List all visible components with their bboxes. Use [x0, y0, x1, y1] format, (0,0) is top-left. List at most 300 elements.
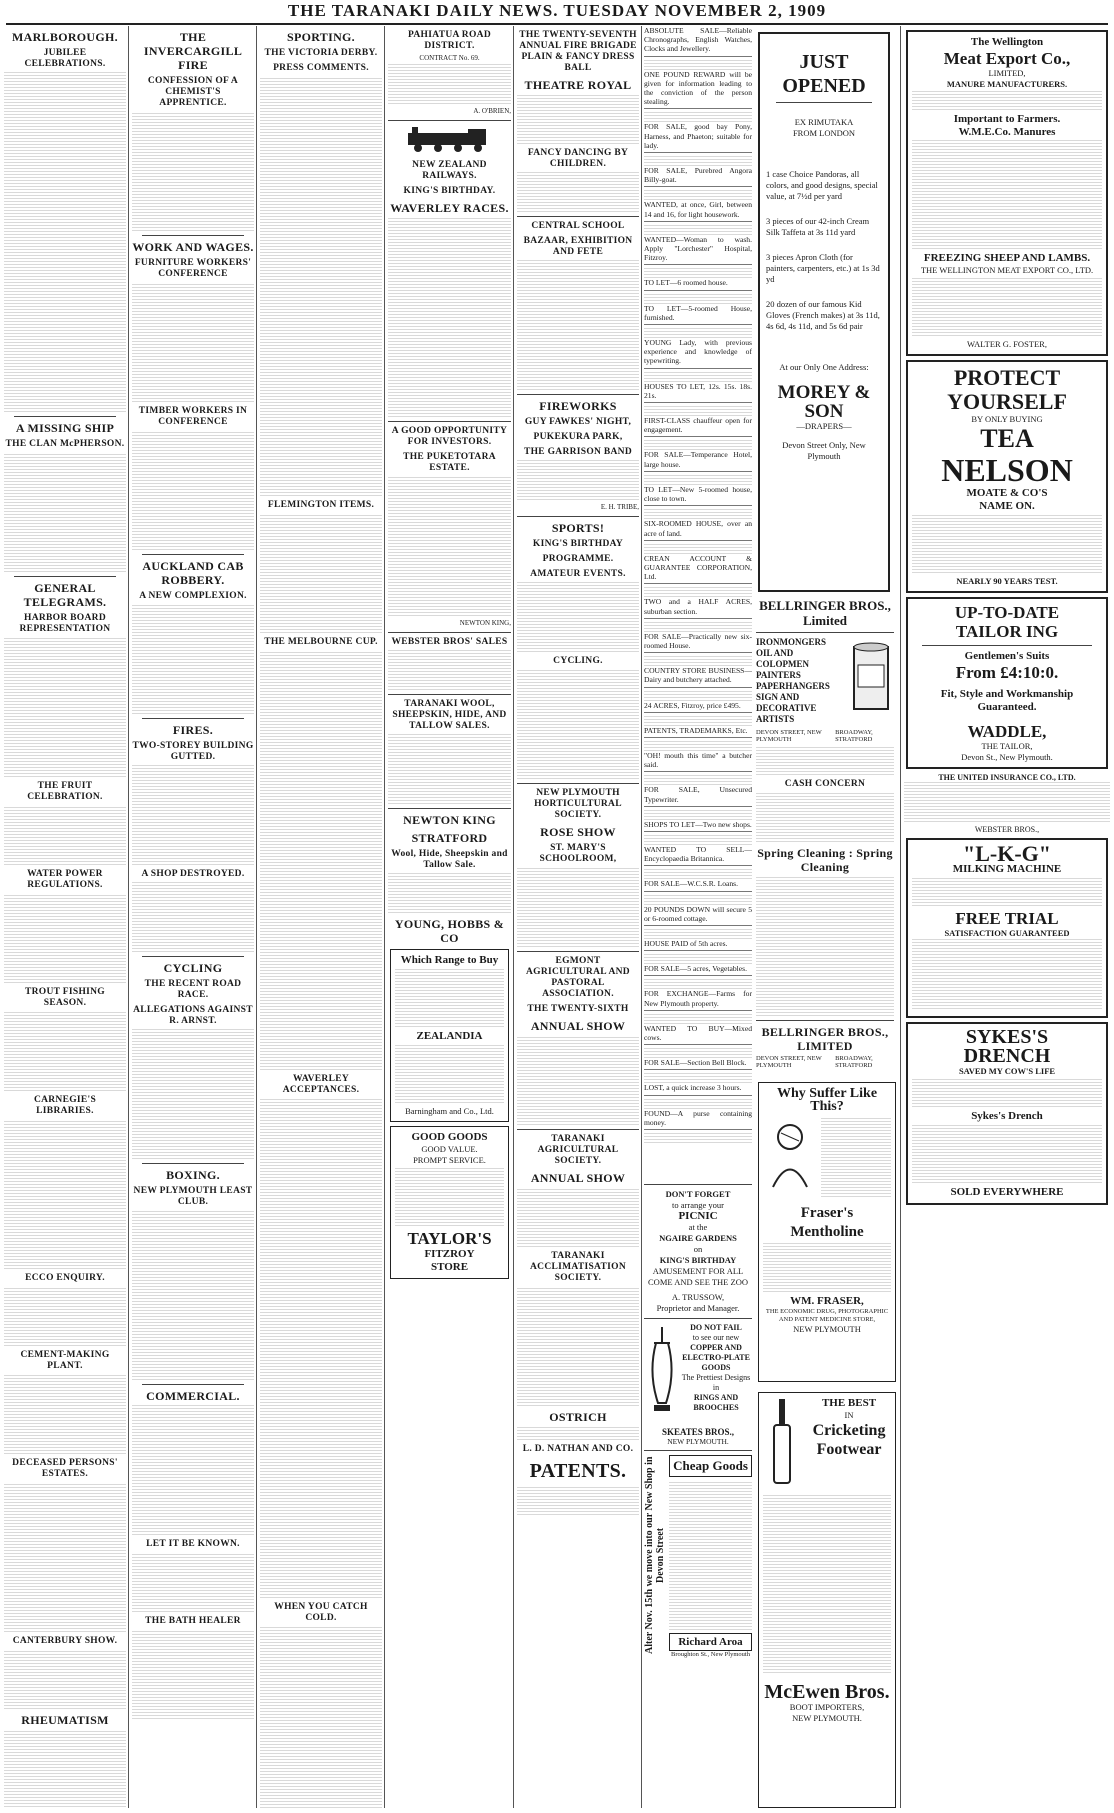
ad-heading: STORE: [430, 1260, 469, 1273]
ad-line: to arrange your: [672, 1200, 724, 1210]
ad-title: Why Suffer Like This?: [776, 1086, 878, 1114]
column-8: [904, 26, 1110, 1808]
article-body: [4, 1649, 126, 1709]
ad-body: [517, 460, 639, 500]
classified-filler: [644, 544, 752, 554]
classified-filler: [644, 691, 752, 701]
ad-body: [517, 1485, 639, 1515]
ad-subheading: AMATEUR EVENTS.: [530, 569, 626, 580]
ad-body: [388, 476, 511, 616]
classified-filler: [644, 1048, 752, 1058]
ad-body: [395, 967, 504, 1027]
divider: [388, 632, 511, 633]
ad-subheading: THE WELLINGTON MEAT EXPORT CO., LTD.: [920, 265, 1094, 275]
ad-subheading: SAVED MY COW'S LIFE: [958, 1066, 1056, 1077]
article-body: [132, 1029, 254, 1159]
ad-heading: TAILOR ING: [955, 622, 1059, 641]
divider: [142, 1163, 244, 1164]
headline: MARLBOROUGH.: [12, 30, 118, 44]
subheadline: FURNITURE WORKERS' CONFERENCE: [134, 258, 252, 279]
sykes-drench-ad: [906, 1022, 1108, 1205]
classified-ad: WANTED, at once, Girl, between 14 and 16, for light housework.: [644, 200, 752, 221]
ad-heading: PAHIATUA ROAD DISTRICT.: [408, 30, 491, 51]
ad-body: [912, 1077, 1102, 1107]
ad-heading: SPORTS!: [551, 521, 605, 536]
meat-export-ad: [906, 30, 1108, 356]
classified-filler: [644, 60, 752, 70]
classified-ad: FOUND—A purse containing money.: [644, 1109, 752, 1130]
ad-address: BROADWAY, STRATFORD: [835, 1055, 873, 1068]
classified-filler: [644, 954, 752, 964]
classified-ad: FIRST-CLASS chauffeur open for engagement.: [644, 416, 752, 437]
morey-and-son-ad: [758, 32, 890, 592]
headline: BOXING.: [166, 1168, 220, 1182]
article-body: [260, 1098, 382, 1598]
ad-line: PAINTERS: [756, 670, 801, 680]
subheadline: THE VICTORIA DERBY.: [264, 48, 378, 58]
article-body: [4, 1482, 126, 1632]
divider: [644, 1318, 752, 1319]
ad-line: A. TRUSSOW,: [671, 1292, 725, 1302]
ad-body: [388, 873, 511, 913]
ad-subheading: FROM LONDON: [792, 128, 856, 138]
ad-title: BELLRINGER BROS., LIMITED: [761, 1025, 889, 1053]
range-ad: [390, 949, 509, 1122]
classified-ad: WANTED—Woman to wash. Apply "Lorchester" Hospital, Fitzroy.: [644, 235, 752, 266]
article-body: [4, 637, 126, 777]
divider: [517, 1129, 639, 1130]
ad-heading: THE TWENTY-SEVENTH ANNUAL FIRE BRIGADE PLAIN & FANCY DRESS BALL: [519, 30, 637, 73]
article-body: [4, 1374, 126, 1454]
article-body: [4, 893, 126, 983]
ad-body: [517, 172, 639, 212]
classified-ad: FOR SALE—Temperance Hotel, large house.: [644, 450, 752, 471]
column-5: [517, 26, 639, 1808]
ad-body: [388, 734, 511, 804]
article-body: [4, 452, 126, 572]
ad-subheading: THE TWENTY-SIXTH: [527, 1004, 629, 1015]
ad-body: [517, 669, 639, 779]
ad-address: DEVON STREET, NEW PLYMOUTH: [756, 729, 822, 743]
ad-address: BROADWAY, STRATFORD: [835, 729, 873, 743]
ad-heading: THE BEST: [821, 1397, 877, 1409]
divider: [922, 645, 1092, 646]
article-body: [4, 1286, 126, 1346]
classified-filler: [644, 716, 752, 726]
article-body: [132, 882, 254, 952]
ad-signature: NEWTON KING,: [459, 618, 511, 627]
ad-subheading: LIMITED,: [988, 68, 1026, 78]
column-6-lower-ads: [644, 1180, 752, 1808]
classified-filler: [644, 775, 752, 785]
classified-ad: COUNTRY STORE BUSINESS—Dairy and butchery attached.: [644, 666, 752, 687]
divider: [644, 1184, 752, 1185]
ad-body: [517, 582, 639, 652]
ad-line: ARTISTS: [756, 714, 795, 724]
ad-line: IRONMONGERS: [756, 637, 827, 647]
ad-body: [517, 1035, 639, 1125]
subheadline: TWO-STOREY BUILDING GUTTED.: [132, 741, 254, 762]
subheadline: CANTERBURY SHOW.: [12, 1636, 118, 1646]
ad-subheading: PROMPT SERVICE.: [413, 1154, 486, 1165]
ad-subheading: EX RIMUTAKA: [794, 117, 854, 127]
masthead-rule: [6, 23, 1108, 25]
ad-heading: FREE TRIAL: [955, 909, 1059, 929]
divider: [142, 554, 244, 555]
divider: [14, 576, 116, 577]
divider: [517, 783, 639, 784]
column-2: [132, 26, 254, 1808]
classified-ad: ONE POUND REWARD will be given for information leading to the conviction of the person stealing.: [644, 70, 752, 110]
ad-heading: WAVERLEY RACES.: [390, 200, 509, 215]
classified-ad: FOR SALE—Section Bell Block.: [644, 1058, 752, 1070]
headline: THE INVERCARGILL FIRE: [143, 30, 243, 72]
headline: FIRES.: [172, 723, 214, 737]
ad-heading: W.M.E.Co. Manures: [958, 126, 1056, 138]
ad-heading: Spring Cleaning : Spring Cleaning: [757, 846, 893, 874]
ad-heading: ZEALANDIA: [416, 1029, 483, 1042]
divider: [142, 956, 244, 957]
ad-subheading: GOOD VALUE.: [421, 1143, 478, 1154]
classified-ad: FOR SALE—5 acres, Vegetables.: [644, 964, 752, 976]
ad-heading: PROTECT: [953, 365, 1061, 390]
ad-heading: IN: [844, 1410, 854, 1420]
divider: [644, 1450, 752, 1451]
classified-ad: FOR SALE, Unsecured Typewriter.: [644, 785, 752, 806]
subheadline: THE MELBOURNE CUP.: [264, 637, 378, 647]
ad-title: MOREY & SON: [777, 382, 871, 422]
ad-heading: TARANAKI WOOL, SHEEPSKIN, HIDE, AND TALLOW SALES.: [392, 698, 507, 731]
ad-subheading: SATISFACTION GUARANTEED: [944, 928, 1070, 939]
ad-subheading: MANURE MANUFACTURERS.: [946, 79, 1068, 89]
nelson-tea-ad: [906, 360, 1108, 593]
ad-subheading: CYCLING.: [553, 656, 603, 667]
ad-item: 1 case Choice Pandoras, all colors, and good designs, special value, at 7½d per yard: [766, 169, 878, 201]
ad-heading: YOUNG, HOBBS & CO: [394, 916, 505, 945]
article-body: [132, 604, 254, 714]
article-body: [132, 765, 254, 865]
ad-name: SKEATES BROS.,: [661, 1427, 735, 1437]
subheadline: ECCO ENQUIRY.: [25, 1273, 105, 1283]
ad-heading: FITZROY: [424, 1247, 475, 1260]
ad-line: DON'T FORGET: [665, 1189, 731, 1199]
article-body: [132, 430, 254, 550]
divider: [14, 416, 116, 417]
ad-heading: NEW ZEALAND RAILWAYS.: [412, 159, 487, 181]
ad-line: PAPERHANGERS: [756, 681, 830, 691]
classified-ad: TO LET—6 roomed house.: [644, 278, 752, 290]
headline: CYCLING: [163, 961, 223, 975]
divider: [388, 694, 511, 695]
ad-heading: Important to Farmers.: [953, 113, 1061, 125]
classified-filler: [644, 741, 752, 751]
ad-heading: STRATFORD: [411, 830, 488, 845]
ad-heading: SOLD EVERYWHERE: [950, 1186, 1064, 1199]
ad-signature: A. O'BRIEN,: [473, 107, 511, 116]
divider: [756, 1020, 894, 1021]
ad-subheading: Devon St., New Plymouth.: [961, 752, 1053, 762]
ad-heading: ANNUAL SHOW: [530, 1019, 626, 1034]
ad-heading: Cricketing: [812, 1422, 886, 1439]
ad-heading: Footwear: [816, 1441, 882, 1458]
ad-heading: NEWTON KING: [403, 812, 496, 827]
subheadline: THE BATH HEALER: [145, 1616, 241, 1626]
newspaper-masthead: THE TARANAKI DAILY NEWS. TUESDAY NOVEMBER 2, 1909: [287, 1, 827, 20]
ad-body: [912, 90, 1102, 110]
subheadline: LET IT BE KNOWN.: [146, 1539, 240, 1549]
headline: WORK AND WAGES.: [132, 240, 254, 254]
classified-ad: "OH! mouth this time" a butcher said.: [644, 751, 752, 772]
suffering-man-illustration: [763, 1117, 817, 1197]
vase-icon: [644, 1323, 680, 1423]
ad-body: [517, 1187, 639, 1247]
divider: [756, 632, 894, 633]
mcewen-cricket-footwear-ad: [758, 1392, 896, 1808]
ad-body: [395, 1166, 504, 1226]
ad-subheading: BY ONLY BUYING: [971, 414, 1043, 424]
classified-filler: [644, 1073, 752, 1083]
subheadline: A SHOP DESTROYED.: [141, 869, 245, 879]
subheadline: NEW PLYMOUTH LEAST CLUB.: [133, 1186, 253, 1207]
divider: [388, 120, 511, 121]
column-divider: [384, 26, 385, 1808]
classified-ad: FOR SALE, good bay Pony, Harness, and Phaeton; suitable for lady.: [644, 122, 752, 153]
classified-filler: [644, 1014, 752, 1024]
divider: [517, 951, 639, 952]
classified-ad: FOR EXCHANGE—Farms for New Plymouth property.: [644, 989, 752, 1010]
ad-subheading: CONTRACT No. 69.: [419, 54, 480, 62]
ad-subheading: THE ECONOMIC DRUG, PHOTOGRAPHIC AND PATENT MEDICINE STORE,: [765, 1308, 889, 1323]
paint-tin-icon: [848, 637, 894, 717]
divider: [517, 394, 639, 395]
ad-line: to see our new: [692, 1333, 740, 1342]
ad-heading: NAME ON.: [979, 500, 1035, 512]
classified-filler: [644, 372, 752, 382]
ad-title: McEwen Bros.: [764, 1681, 890, 1703]
ad-body: [388, 217, 511, 417]
classified-ad: SIX-ROOMED HOUSE, over an acre of land.: [644, 519, 752, 540]
ad-heading: NELSON: [941, 452, 1073, 488]
classified-filler: [644, 268, 752, 278]
ad-subheading: Wool, Hide, Sheepskin and Tallow Sale.: [391, 848, 508, 870]
divider: [517, 516, 639, 517]
lkg-milking-machine-ad: [906, 838, 1108, 1018]
divider: [517, 216, 639, 217]
column-divider: [256, 26, 257, 1808]
ad-heading: BAZAAR, EXHIBITION AND FETE: [523, 236, 633, 257]
classified-ad: TO LET—New 5-roomed house, close to town.: [644, 485, 752, 506]
ad-subheading: PUKEKURA PARK,: [533, 432, 623, 442]
subheadline: FLEMINGTON ITEMS.: [267, 500, 375, 510]
classified-ad: TO LET—5-roomed House, furnished.: [644, 304, 752, 325]
ad-line: AMUSEMENT FOR ALL: [652, 1266, 744, 1276]
divider: [142, 718, 244, 719]
subheadline: A NEW COMPLEXION.: [139, 591, 247, 601]
taylors-ad: [390, 1126, 509, 1279]
ad-heading: MILKING MACHINE: [952, 863, 1062, 876]
ad-item: 20 dozen of our famous Kid Gloves (French makes) at 3s 11d, 4s 6d, 4s 11d, and 5s 6d pair: [766, 299, 880, 331]
classified-filler: [644, 156, 752, 166]
ad-body: [388, 64, 511, 104]
ad-signature: Barningham and Co., Ltd.: [405, 1105, 494, 1116]
article-body: [4, 72, 126, 412]
ad-heading: ROSE SHOW: [540, 825, 616, 840]
ad-heading: TARANAKI AGRICULTURAL SOCIETY.: [537, 1134, 619, 1167]
classified-ad: LOST, a quick increase 3 hours.: [644, 1083, 752, 1095]
classified-filler: [644, 475, 752, 485]
classified-filler: [644, 869, 752, 879]
ad-heading: MOATE & CO'S: [966, 487, 1048, 499]
ad-subheading: Devon Street Only, New Plymouth: [782, 440, 866, 461]
classified-filler: [644, 810, 752, 820]
ad-subheading: NEW PLYMOUTH: [793, 1324, 861, 1334]
ad-heading: UP-TO-DATE: [954, 603, 1060, 622]
classified-filler: [644, 328, 752, 338]
subheadline: THE CLAN McPHERSON.: [5, 439, 125, 449]
ad-heading: FREEZING SHEEP AND LAMBS.: [923, 252, 1091, 264]
subheadline: ALLEGATIONS AGAINST R. ARNST.: [133, 1005, 253, 1026]
article-body: [260, 1626, 382, 1808]
article-body: [4, 1119, 126, 1269]
subheadline: WAVERLEY ACCEPTANCES.: [282, 1074, 360, 1095]
ad-line: Proprietor and Manager.: [656, 1303, 740, 1313]
ad-heading: CENTRAL SCHOOL: [531, 221, 625, 231]
classified-ad: PATENTS, TRADEMARKS, Etc.: [644, 726, 752, 738]
ad-heading: ANNUAL SHOW: [530, 1171, 626, 1186]
train-icon: [388, 125, 508, 153]
headline: COMMERCIAL.: [146, 1389, 240, 1403]
ad-heading: YOURSELF: [947, 389, 1067, 414]
subheadline: WHEN YOU CATCH COLD.: [274, 1602, 368, 1623]
ad-heading: GOOD GOODS: [411, 1130, 488, 1143]
classified-filler: [644, 294, 752, 304]
ad-line: on: [693, 1244, 703, 1254]
cricket-bat-icon: [763, 1397, 803, 1487]
ad-title: Meat Export Co.,: [943, 49, 1071, 68]
ad-heading: "L-K-G": [963, 841, 1051, 867]
waddle-tailor-ad: [906, 597, 1108, 769]
ad-body: [821, 1117, 891, 1197]
ad-title: BELLRINGER BROS., Limited: [759, 598, 891, 628]
ad-signature: E. H. TRIBE,: [600, 503, 639, 511]
classified-ad: SHOPS TO LET—Two new shops.: [644, 820, 752, 832]
subheadline: CONFESSION OF A CHEMIST'S APPRENTICE.: [147, 76, 239, 108]
ad-line: NGAIRE GARDENS: [659, 1233, 737, 1243]
ad-line: DECORATIVE: [756, 703, 817, 713]
classified-filler: [644, 225, 752, 235]
article-body: [260, 76, 382, 496]
ad-line: at the: [688, 1222, 708, 1232]
ad-subheading: FANCY DANCING BY CHILDREN.: [527, 148, 629, 169]
article-body: [132, 282, 254, 402]
ad-subheading: THE TAILOR,: [981, 741, 1033, 751]
ad-signature: WEBSTER BROS.,: [974, 825, 1040, 835]
classified-ad: WANTED TO BUY—Mixed cows.: [644, 1024, 752, 1045]
column-4: [388, 26, 511, 1808]
ad-subheading: ST. MARY'S SCHOOLROOM,: [539, 843, 617, 865]
ad-body: [517, 1426, 639, 1440]
ad-subheading: GUY FAWKES' NIGHT,: [524, 417, 632, 427]
ad-body: [763, 1493, 891, 1673]
ad-heading: TAYLOR'S: [407, 1228, 492, 1248]
headline: SPORTING.: [287, 30, 355, 44]
ad-heading: Fit, Style and Workmanship Guaranteed.: [940, 688, 1074, 713]
classified-filler: [644, 587, 752, 597]
divider: [388, 808, 511, 809]
ad-line: The Prettiest Designs in: [681, 1373, 751, 1392]
divider: [388, 421, 511, 422]
fraser-mentholine-ad: [758, 1082, 896, 1382]
article-body: [260, 513, 382, 633]
article-body: [132, 111, 254, 231]
column-divider: [513, 26, 514, 1808]
classified-ad: FOR SALE—W.C.S.R. Loans.: [644, 879, 752, 891]
ad-body: [388, 650, 511, 690]
ad-heading: THEATRE ROYAL: [524, 78, 632, 92]
classified-ad: WANTED TO SELL—Encyclopaedia Britannica.: [644, 845, 752, 866]
ad-heading: SYKES'S: [965, 1026, 1049, 1049]
ad-subheading: NEW PLYMOUTH.: [792, 1713, 862, 1723]
ad-body: [904, 782, 1110, 822]
column-divider: [641, 26, 642, 1808]
article-body: [4, 805, 126, 865]
classified-filler: [644, 406, 752, 416]
ad-name: WM. FRASER,: [790, 1295, 864, 1307]
ad-body: [912, 1123, 1102, 1183]
ad-address: DEVON STREET, NEW PLYMOUTH: [756, 1055, 822, 1068]
ad-subheading: CASH CONCERN: [784, 779, 866, 789]
subheadline: WATER POWER REGULATIONS.: [27, 869, 103, 890]
ad-subheading: BOOT IMPORTERS,: [789, 1702, 865, 1712]
ad-heading: Sykes's Drench: [971, 1110, 1043, 1123]
ad-address: Broughton St., New Plymouth: [671, 1651, 750, 1658]
classified-ad: TWO and a HALF ACRES, suburban section.: [644, 597, 752, 618]
ad-title: Fraser's Mentholine: [790, 1205, 864, 1240]
ad-line: SIGN AND: [756, 692, 800, 702]
ad-body: [763, 1242, 891, 1292]
ad-line: DO NOT FAIL: [690, 1323, 742, 1332]
classified-ad: YOUNG Lady, with previous experience and knowledge of typewriting.: [644, 338, 752, 369]
ad-subheading: NEARLY 90 YEARS TEST.: [956, 576, 1058, 586]
ad-heading: FIREWORKS: [539, 399, 617, 413]
classified-filler: [644, 190, 752, 200]
ad-name: Richard Aroa: [669, 1633, 752, 1651]
ad-line: KING'S BIRTHDAY: [659, 1255, 737, 1265]
ad-subheading: KING'S BIRTHDAY: [532, 539, 624, 550]
column-3: [260, 26, 382, 1808]
column-divider: [128, 26, 129, 1808]
ad-heading: OSTRICH: [549, 1410, 607, 1425]
article-body: [132, 1629, 254, 1719]
subheadline: JUBILEE CELEBRATIONS.: [24, 48, 106, 69]
classified-filler: [644, 895, 752, 905]
ad-heading: Gentlemen's Suits: [964, 650, 1050, 662]
bellringer-ad: [756, 598, 894, 1068]
divider: [142, 235, 244, 236]
ad-title: WADDLE,: [967, 722, 1047, 741]
ad-subheading: THE GARRISON BAND: [523, 447, 633, 457]
classified-filler: [644, 835, 752, 845]
subheadline: DECEASED PERSONS' ESTATES.: [12, 1458, 118, 1479]
ad-body: [912, 939, 1102, 1009]
ad-heading: From £4:10:0.: [955, 663, 1059, 682]
ad-heading: NEW PLYMOUTH HORTICULTURAL SOCIETY.: [534, 788, 622, 821]
subheadline: THE FRUIT CELEBRATION.: [27, 781, 103, 802]
article-body: [4, 1729, 126, 1808]
ad-body: [756, 876, 894, 1016]
classified-ad: CREAN ACCOUNT & GUARANTEE CORPORATION, Ltd.: [644, 554, 752, 585]
ad-heading: DRENCH: [963, 1045, 1051, 1068]
